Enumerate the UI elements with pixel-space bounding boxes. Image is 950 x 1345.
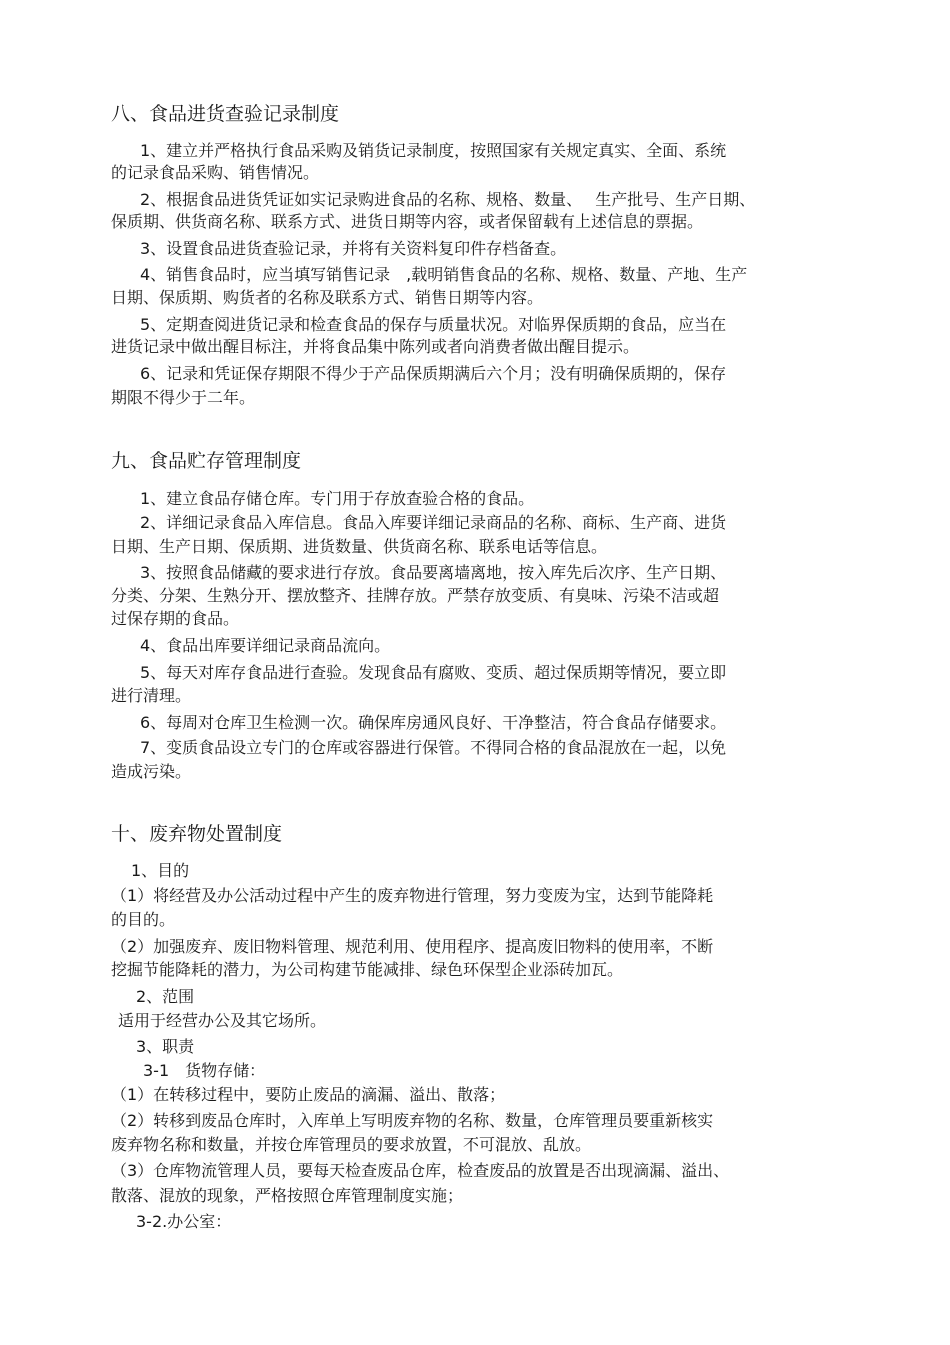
- paragraph-line: 1、建立并严格执行食品采购及销货记录制度，按照国家有关规定真实、全面、系统: [140, 141, 727, 160]
- paragraph-line: 进货记录中做出醒目标注，并将食品集中陈列或者向消费者做出醒目提示。: [111, 337, 640, 356]
- paragraph-line: 保质期、供货商名称、联系方式、进货日期等内容，或者保留载有上述信息的票据。: [111, 212, 704, 231]
- paragraph-line: 进行清理。: [111, 686, 192, 705]
- paragraph-line: 1、目的: [131, 861, 190, 880]
- paragraph-line: 分类、分架、生熟分开、摆放整齐、挂牌存放。严禁存放变质、有臭味、污染不洁或超: [111, 586, 720, 605]
- paragraph-line: 1、建立食品存储仓库。专门用于存放查验合格的食品。: [140, 489, 535, 508]
- paragraph-line: 的记录食品采购、销售情况。: [111, 163, 320, 182]
- paragraph-line: 6、每周对仓库卫生检测一次。确保库房通风良好、干净整洁，符合食品存储要求。: [140, 713, 727, 732]
- paragraph-line: 3、按照食品储藏的要求进行存放。食品要离墙离地，按入库先后次序、生产日期、: [140, 563, 727, 582]
- paragraph-line: （1）在转移过程中，要防止废品的滴漏、溢出、散落；: [111, 1085, 506, 1104]
- section-heading-9: 九、食品贮存管理制度: [111, 450, 302, 472]
- paragraph-line: 日期、生产日期、保质期、进货数量、供货商名称、联系电话等信息。: [111, 537, 608, 556]
- paragraph-line: 适用于经营办公及其它场所。: [118, 1011, 327, 1030]
- paragraph-line: 5、定期查阅进货记录和检查食品的保存与质量状况。对临界保质期的食品，应当在: [140, 315, 727, 334]
- paragraph-line: 散落、混放的现象，严格按照仓库管理制度实施；: [111, 1186, 464, 1205]
- paragraph-line: 4、销售食品时，应当填写销售记录 ,载明销售食品的名称、规格、数量、产地、生产: [140, 265, 748, 284]
- paragraph-line: 的目的。: [111, 910, 176, 929]
- paragraph-line: 5、每天对库存食品进行查验。发现食品有腐败、变质、超过保质期等情况，要立即: [140, 663, 727, 682]
- paragraph-line: 过保存期的食品。: [111, 609, 240, 628]
- paragraph-line: 2、详细记录食品入库信息。食品入库要详细记录商品的名称、商标、生产商、进货: [140, 513, 727, 532]
- paragraph-line: 4、食品出库要详细记录商品流向。: [140, 636, 391, 655]
- paragraph-line: 日期、保质期、购货者的名称及联系方式、销售日期等内容。: [111, 288, 544, 307]
- paragraph-line: 3、职责: [136, 1037, 195, 1056]
- paragraph-line: （1）将经营及办公活动过程中产生的废弃物进行管理，努力变废为宝，达到节能降耗: [111, 886, 714, 905]
- paragraph-line: 2、根据食品进货凭证如实记录购进食品的名称、规格、数量、 生产批号、生产日期、: [140, 190, 756, 209]
- paragraph-line: 废弃物名称和数量，并按仓库管理员的要求放置，不可混放、乱放。: [111, 1135, 592, 1154]
- paragraph-line: 挖掘节能降耗的潜力，为公司构建节能减排、绿色环保型企业添砖加瓦。: [111, 960, 624, 979]
- paragraph-line: 期限不得少于二年。: [111, 388, 256, 407]
- paragraph-line: 2、范围: [136, 987, 195, 1006]
- section-heading-8: 八、食品进货查验记录制度: [111, 103, 340, 125]
- paragraph-line: 6、记录和凭证保存期限不得少于产品保质期满后六个月；没有明确保质期的，保存: [140, 364, 727, 383]
- paragraph-line: 3、设置食品进货查验记录，并将有关资料复印件存档备查。: [140, 239, 567, 258]
- paragraph-line: 3-1 货物存储：: [143, 1061, 266, 1080]
- section-heading-10: 十、废弃物处置制度: [111, 823, 283, 845]
- paragraph-line: （2）转移到废品仓库时，入库单上写明废弃物的名称、数量，仓库管理员要重新核实: [111, 1111, 714, 1130]
- paragraph-line: 造成污染。: [111, 762, 192, 781]
- paragraph-line: （3）仓库物流管理人员，要每天检查废品仓库，检查废品的放置是否出现滴漏、溢出、: [111, 1161, 730, 1180]
- paragraph-line: （2）加强废弃、废旧物料管理、规范利用、使用程序、提高废旧物料的使用率，不断: [111, 937, 714, 956]
- paragraph-line: 7、变质食品设立专门的仓库或容器进行保管。不得同合格的食品混放在一起，以免: [140, 738, 727, 757]
- paragraph-line: 3-2.办公室：: [136, 1212, 232, 1231]
